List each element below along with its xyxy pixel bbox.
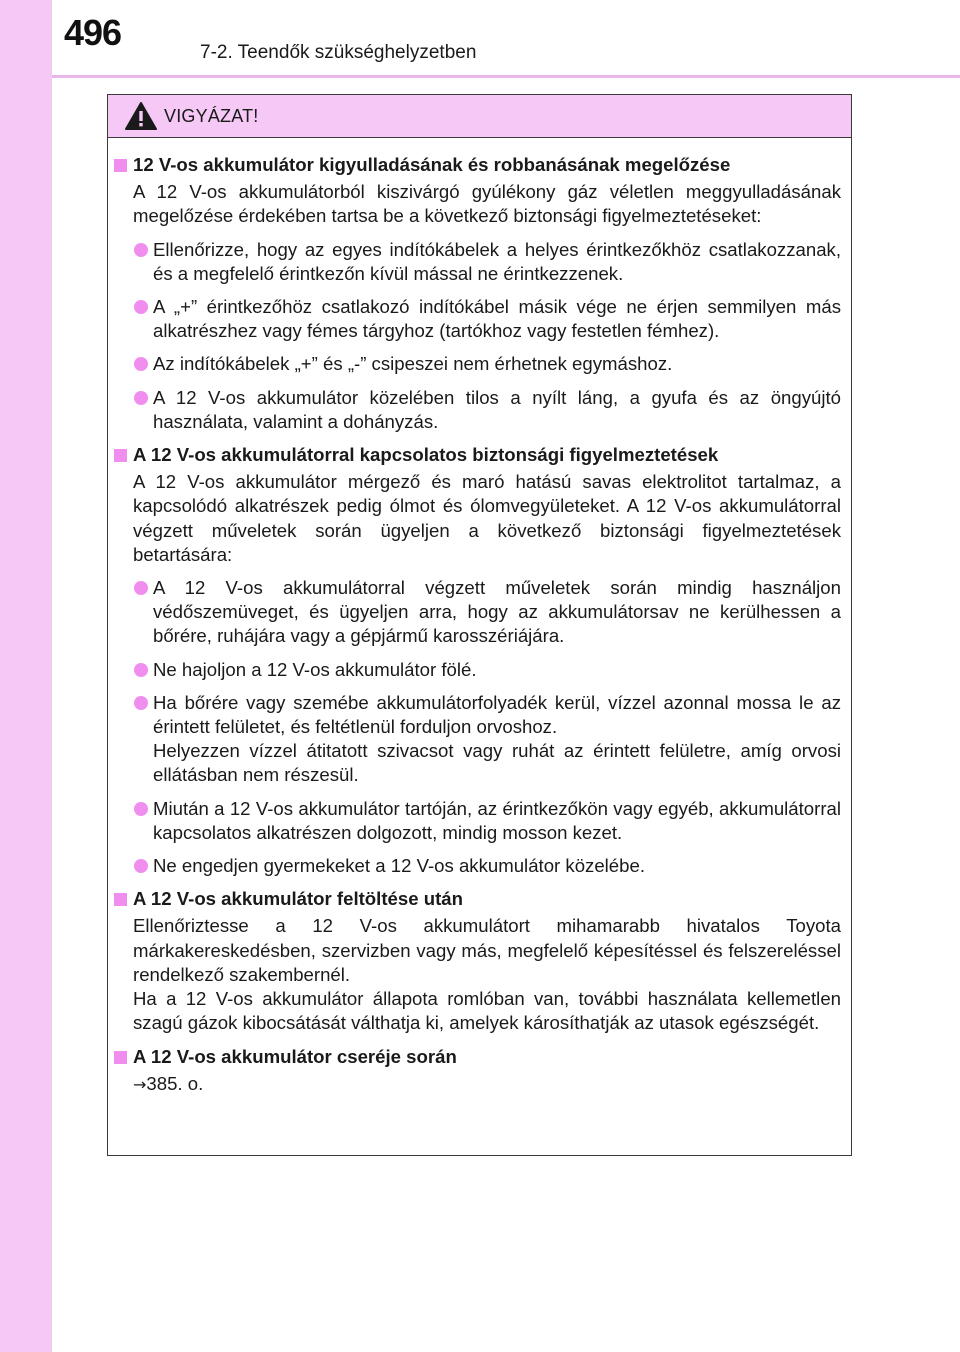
list-item: Ne engedjen gyermekeket a 12 V-os akkumulátor közelébe.: [114, 854, 841, 878]
page-number: 496: [64, 12, 122, 53]
circle-bullet-icon: [134, 391, 148, 405]
circle-bullet-icon: [134, 300, 148, 314]
list-item: Ne hajoljon a 12 V-os akkumulátor fölé.: [114, 658, 841, 682]
list-item: A 12 V-os akkumulátorral végzett műveletek során mindig használjon védőszemüveget, és ügyeljen arra, hogy az akkumulátorsav ne kerülhessen a bőrére, ruhájára vagy a gépjármű karosszériájára.: [114, 576, 841, 649]
list-item: Ha bőrére vagy szemébe akkumulátorfolyadék kerül, vízzel azonnal mossa le az érintett felületet, és feltétlenül forduljon orvoshoz. Helyezzen vízzel átitatott szivacsot vagy ruhát az érintett felületre, amíg orvosi ellátásban nem részesül.: [114, 691, 841, 788]
circle-bullet-icon: [134, 663, 148, 677]
arrow-right-icon: →: [133, 1074, 147, 1094]
list-item: Ellenőrizze, hogy az egyes indítókábelek a helyes érintkezőkhöz csatlakozzanak, és a megfelelő érintkezőn kívül mással ne érintkezzenek.: [114, 238, 841, 286]
circle-bullet-icon: [134, 357, 148, 371]
circle-bullet-icon: [134, 802, 148, 816]
section-battery-safety: [114, 443, 841, 878]
list-item: A „+” érintkezőhöz csatlakozó indítókábel másik vége ne érjen semmilyen más alkatrészhez vagy fémes tárgyhoz (tartókhoz vagy festetlen fémhez).: [114, 295, 841, 343]
circle-bullet-icon: [134, 859, 148, 873]
warning-header: [108, 95, 851, 138]
warning-triangle-icon: [124, 101, 158, 131]
circle-bullet-icon: [134, 696, 148, 710]
section-heading: A 12 V-os akkumulátorral kapcsolatos biztonsági figyelmeztetések: [114, 443, 841, 467]
circle-bullet-icon: [134, 243, 148, 257]
page-reference[interactable]: [114, 1072, 841, 1097]
square-bullet-icon: [114, 159, 127, 172]
section-replacement: [114, 1045, 841, 1097]
section-title: 7-2. Teendők szükséghelyzetben: [200, 42, 477, 63]
section-text: Ellenőriztesse a 12 V-os akkumulátort mihamarabb hivatalos Toyota márkakereskedésben, szervizben vagy más, megfelelő képesítéssel és felszereléssel rendelkező szakembernél. Ha a 12 V-os akkumulátor állapota romlóban van, további használata kellemetlen szagú gázok kibocsátását válthatja ki, amelyek károsíthatják az utasok egészségét.: [133, 915, 841, 1034]
warning-box: [107, 94, 852, 1156]
square-bullet-icon: [114, 1051, 127, 1064]
reference-text: 385. o.: [146, 1072, 204, 1094]
list-item: Az indítókábelek „+” és „-” csipeszei nem érhetnek egymáshoz.: [114, 352, 841, 376]
section-heading: A 12 V-os akkumulátor cseréje során: [114, 1045, 841, 1069]
section-after-charging: [114, 887, 841, 1035]
square-bullet-icon: [114, 893, 127, 906]
section-heading: 12 V-os akkumulátor kigyulladásának és robbanásának megelőzése: [114, 153, 841, 177]
section-text: A 12 V-os akkumulátor mérgező és maró hatású savas elektrolitot tartalmaz, a kapcsolódó alkatrészek pedig ólmot és ólomvegyületeket. A 12 V-os akkumulátorral végzett műveletek során ügyeljen a következő biztonsági figyelmeztetések betartására:: [133, 471, 841, 565]
left-margin-bar: [0, 0, 52, 1352]
warning-content: [108, 138, 851, 1097]
square-bullet-icon: [114, 449, 127, 462]
section-text: A 12 V-os akkumulátorból kiszivárgó gyúlékony gáz véletlen meggyulladásának megelőzése érdekében tartsa be a következő biztonsági figyelmeztetéseket:: [133, 181, 841, 227]
list-item: Miután a 12 V-os akkumulátor tartóján, az érintkezőkön vagy egyéb, akkumulátorral kapcsolatos alkatrészen dolgozott, mindig mosson kezet.: [114, 797, 841, 845]
section-heading: A 12 V-os akkumulátor feltöltése után: [114, 887, 841, 911]
warning-title: VIGYÁZAT!: [164, 106, 259, 126]
section-explosion-prevention: [114, 153, 841, 434]
list-item: A 12 V-os akkumulátor közelében tilos a nyílt láng, a gyufa és az öngyújtó használata, valamint a dohányzás.: [114, 386, 841, 434]
circle-bullet-icon: [134, 581, 148, 595]
header-rule: [52, 75, 960, 78]
